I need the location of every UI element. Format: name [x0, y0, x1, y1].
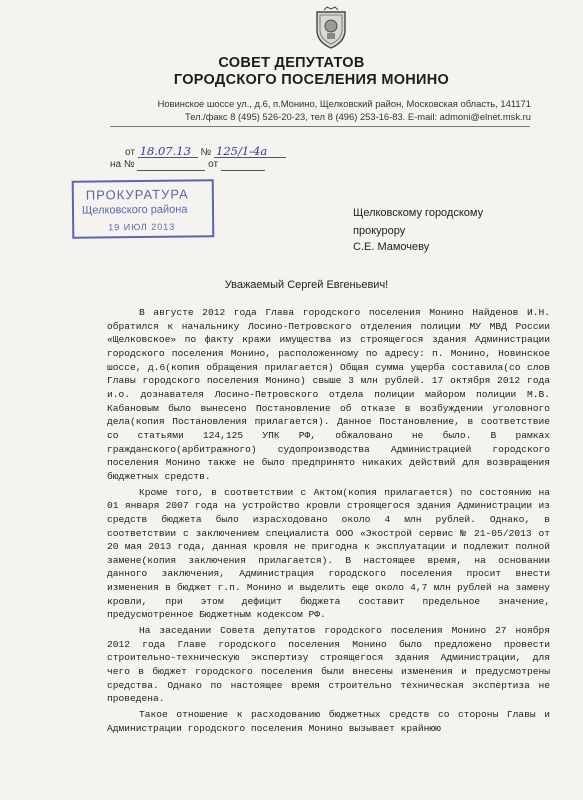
header-divider: [110, 126, 530, 127]
body-paragraph: Кроме того, в соответствии с Актом(копия прилагается) по состоянию на 01 января 2007 года на устройство кровли строящегося здания Администрации из средств бюджета было израсходовано около 4 млн рублей. Однако, в соответствии с заключением специалиста ООО «Экострой сервис № 21-05/2013 от 20 мая 2013 года, данная кровля не пригодна к эксплуатации и подлежит полной замене(копия заключения прилагается). В настоящее время, на основании данного заключения, Администрация городского поселения просит внести изменения в бюджет г.п. Монино и выделить еще около 4,7 млн рублей на замену кровли, при этом дефицит бюджета составит предельное значение, предусмотренное Бюджетным кодексом РФ.: [107, 486, 550, 621]
handwritten-date: 18.07.13: [138, 146, 198, 158]
coat-of-arms-emblem: [314, 6, 348, 50]
number-label: №: [200, 147, 212, 158]
reference-number-label: на №: [110, 159, 135, 170]
letter-body: [107, 306, 550, 737]
recipient-line2: прокурору: [353, 225, 406, 237]
handwritten-number: 125/1-4а: [214, 146, 286, 158]
body-paragraph: Такое отношение к расходованию бюджетных средств со стороны Главы и Администрации городского поселения Монино вызывает крайнюю: [107, 709, 550, 734]
reference-date-label: от: [208, 159, 219, 170]
prosecutor-office-stamp: [72, 179, 215, 238]
reference-date-blank: [221, 159, 265, 171]
body-paragraph: На заседании Совета депутатов городского поселения Монино 27 ноября 2012 года Главе городского поселения Монино было предложено провести строительно-техническую экспертизу строящегося здания Администрации, для чего в бюджет городского поселения были внесены изменения и предусмотрены средства. Однако по настоящее время строительно техническая экспертиза не проведена.: [107, 625, 550, 705]
outgoing-registration: [125, 146, 286, 158]
stamp-line2: Щелковского района: [81, 203, 188, 217]
recipient-line1: Щелковскому городскому: [353, 207, 484, 219]
stamp-date: 19 ИЮЛ 2013: [108, 221, 176, 233]
recipient-line3: С.Е. Мамочеву: [353, 241, 430, 253]
address-line: Новинское шоссе ул., д.6, п.Монино, Щелковский район, Московская область, 141171: [157, 98, 531, 109]
incoming-reference: [110, 159, 265, 171]
from-label: от: [125, 147, 135, 158]
greeting: Уважаемый Сергей Евгеньевич!: [224, 279, 389, 291]
org-title-line2: ГОРОДСКОГО ПОСЕЛЕНИЯ МОНИНО: [173, 72, 450, 88]
stamp-line1: ПРОКУРАТУРА: [85, 186, 189, 203]
reference-number-blank: [137, 159, 205, 171]
body-paragraph: В августе 2012 года Глава городского поселения Монино Найденов И.Н. обратился к начальнику Лосино-Петровского отделения полиции МУ МВД России «Щелковское» по факту кражи имущества из строящегося здания Администрации городского поселения Монино, расположенному по адресу: п. Монино, Новинское шоссе, д.6(копия обращения прилагается) Общая сумма ущерба составила(со слов Главы городского поселения Монино) свыше 3 млн рублей. 17 октября 2012 года и.о. дознавателя Лосино-Петровского отдела полиции майором полиции М.В. Кабановым было вынесено Постановление об отказе в возбуждении уголовного дела(копия Постановления прилагается). Данное Постановление, в соответствие со статьями 124,125 УПК РФ, обжаловано не было. В рамках гражданского(арбитражного) судопроизводства Администрацией городского поселения Монино также не было предпринято никаких действий для возвращения бюджетных средств.: [107, 307, 550, 482]
org-title-line1: СОВЕТ ДЕПУТАТОВ: [218, 55, 365, 71]
contacts-line: Тел./факс 8 (495) 526-20-23, тел 8 (496) 253-16-83. E-mail: admoni@elnet.msk.ru: [185, 111, 531, 122]
